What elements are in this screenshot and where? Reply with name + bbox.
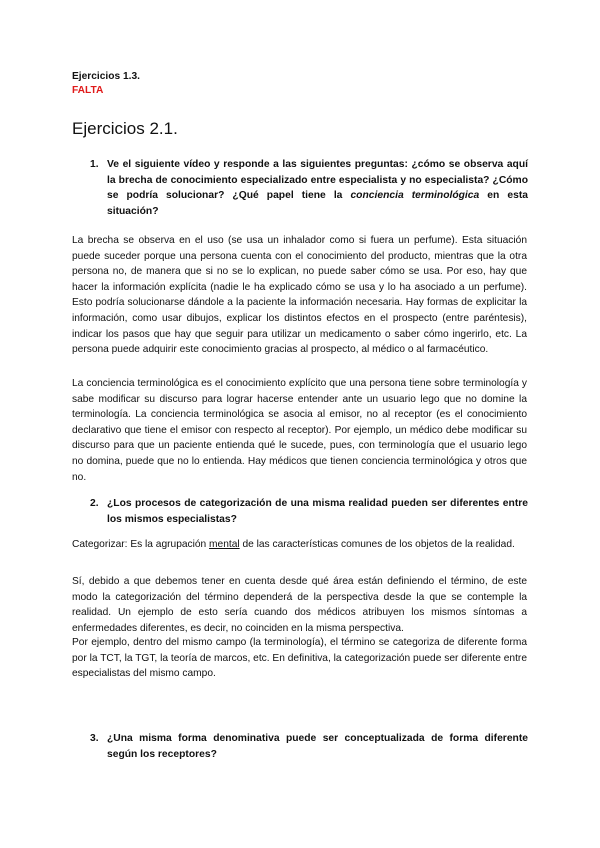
answer-1-paragraph-1: La brecha se observa en el uso (se usa un inhalador como si fuera un perfume). Esta situación puede suceder porque una persona cuenta con el conocimiento del producto, mientras que la otra persona no, de manera que si no se lo explican, no puede saber cómo se usa. Por eso, hay que hacer la información explícita (nadie le ha explicado cómo se usa y lo ha asociado a un perfume). Esto podría solucionarse dándole a la paciente la información necesaria. Hay formas de explicitar la información, como usar dibujos, explicar los distintos efectos en el prospecto (entre paréntesis), indicar los pasos que hay que seguir para utilizar un medicamento o saber cómo ingerirlo, etc. La persona puede adquirir este conocimiento gracias al prospecto, al médico o al farmacéutico. xyxy=(72,235,527,356)
previous-exercise-block xyxy=(72,70,140,98)
answer-2-paragraph-1: Sí, debido a que debemos tener en cuenta desde qué área están definiendo el término, de este modo la categorización del término dependerá de la perspectiva desde la que se contemple la realidad. Un ejemplo de esto sería cuando dos médicos atribuyen los mismos síntomas a enfermedades diferentes, es decir, no coinciden en la misma perspectiva. xyxy=(72,576,527,634)
missing-status-label: FALTA xyxy=(72,85,104,96)
answer-2-definition xyxy=(72,537,527,553)
question-3 xyxy=(90,731,528,762)
previous-exercise-title: Ejercicios 1.3. xyxy=(72,71,140,82)
answer-1-paragraph-2: La conciencia terminológica es el conocimiento explícito que una persona tiene sobre terminología y sabe modificar su discurso para lograr hacerse entender ante un usuario lego que no domine la terminología. La conciencia terminológica se asocia al emisor, no al receptor (es el conocimiento declarativo que tiene el emisor con respecto al receptor). Por ejemplo, un médico debe modificar su discurso para que un paciente entienda qué le sucede, pues, con terminología que el usuario lego no domina, puede que no lo entienda. Hay médicos que tienen conciencia terminológica y otros que no. xyxy=(72,378,527,483)
question-3-text: ¿Una misma forma denominativa puede ser conceptualizada de forma diferente según los receptores? xyxy=(107,733,528,760)
definition-underlined-word: mental xyxy=(209,539,240,550)
question-3-number: 3. xyxy=(90,733,99,744)
question-1 xyxy=(90,157,528,219)
definition-text: Categorizar: Es la agrupación xyxy=(72,539,210,550)
section-title: Ejercicios 2.1. xyxy=(72,119,178,138)
answer-2-paragraph-2: Por ejemplo, dentro del mismo campo (la terminología), el término se categoriza de diferente forma por la TCT, la TGT, la teoría de marcos, etc. En definitiva, la categorización puede ser diferente entre especialistas del mismo campo. xyxy=(72,637,527,680)
question-2 xyxy=(90,496,528,527)
question-1-number: 1. xyxy=(90,159,99,170)
question-1-text xyxy=(107,157,528,219)
definition-text-end: de las características comunes de los objetos de la realidad. xyxy=(239,539,515,550)
question-1-emphasis: conciencia terminológica xyxy=(350,190,480,201)
question-1-text-part: Ve el siguiente vídeo y responde a las siguientes preguntas: ¿cómo se observa aquí la brecha de conocimiento especializado entre especialista y no especialista? ¿Cómo se podría solucionar? ¿Qué papel tiene la xyxy=(107,159,528,201)
question-1-text-end: en esta situación? xyxy=(107,190,528,217)
question-2-text: ¿Los procesos de categorización de una misma realidad pueden ser diferentes entre los mismos especialistas? xyxy=(107,498,528,525)
question-2-number: 2. xyxy=(90,498,99,509)
